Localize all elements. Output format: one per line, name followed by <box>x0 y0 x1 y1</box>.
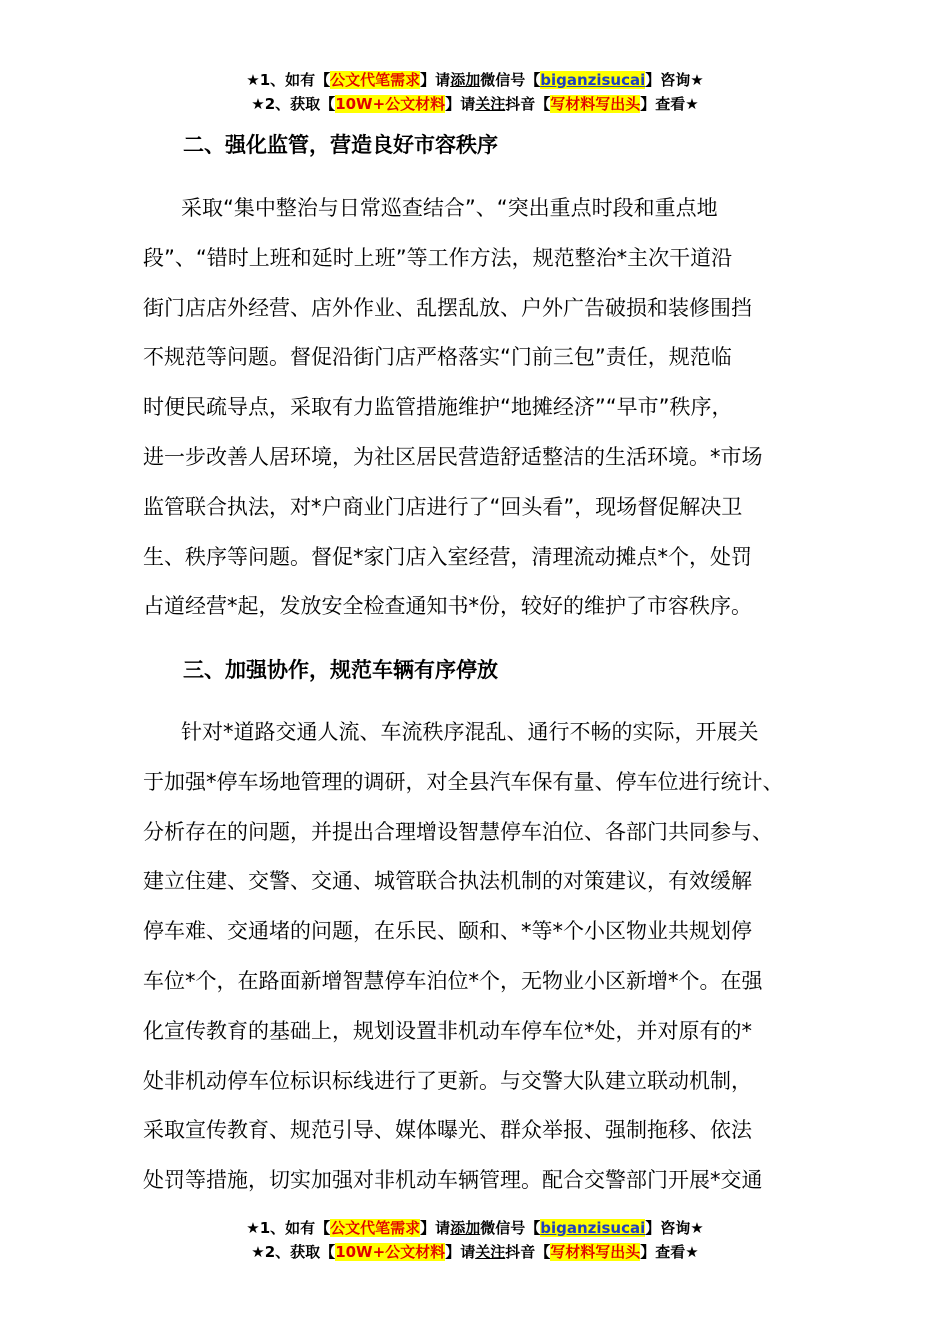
banner-highlight: 写材料写出头 <box>550 95 641 113</box>
paragraph-line: 生、秩序等问题。督促*家门店入室经营，清理流动摊点*个，处罚 <box>143 544 752 569</box>
banner-text: 微信号【 <box>480 71 541 89</box>
top-banner <box>0 68 950 116</box>
banner-text: 】请 <box>420 1219 451 1237</box>
paragraph-line: 处非机动停车位标识标线进行了更新。与交警大队建立联动机制， <box>143 1068 752 1093</box>
banner-text: 关注 <box>475 95 506 113</box>
banner-text: 】咨询★ <box>645 71 704 89</box>
paragraph-line: 不规范等问题。督促沿街门店严格落实“门前三包”责任，规范临 <box>143 345 732 370</box>
banner-text: 】查看★ <box>640 95 699 113</box>
banner-line-2 <box>0 1240 950 1264</box>
paragraph-line: 进一步改善人居环境，为社区居民营造舒适整洁的生活环境。*市场 <box>143 444 763 469</box>
banner-text: 】查看★ <box>640 1243 699 1261</box>
paragraph-line: 处罚等措施，切实加强对非机动车辆管理。配合交警部门开展*交通 <box>143 1168 763 1193</box>
banner-text: ★1、如有【 <box>246 71 331 89</box>
paragraph-line: 分析存在的问题，并提出合理增设智慧停车泊位、各部门共同参与、 <box>143 819 773 844</box>
banner-text: 】请 <box>445 1243 476 1261</box>
banner-text: 】请 <box>445 95 476 113</box>
paragraph-line: 占道经营*起，发放安全检查通知书*份，较好的维护了市容秩序。 <box>143 594 752 619</box>
banner-text: 关注 <box>475 1243 506 1261</box>
section-heading-3: 三、加强协作，规范车辆有序停放 <box>183 658 498 682</box>
banner-text: ★1、如有【 <box>246 1219 331 1237</box>
section-2-paragraph <box>143 184 843 632</box>
banner-text: 】咨询★ <box>645 1219 704 1237</box>
banner-text: 】请 <box>420 71 451 89</box>
banner-text: ★2、获取【 <box>251 95 336 113</box>
banner-text: 添加 <box>450 71 481 89</box>
banner-highlight: 公文代笔需求 <box>330 71 421 89</box>
paragraph-line: 采取宣传教育、规范引导、媒体曝光、群众举报、强制拖移、依法 <box>143 1118 752 1143</box>
banner-line-2 <box>0 92 950 116</box>
paragraph-line: 车位*个，在路面新增智慧停车泊位*个，无物业小区新增*个。在强 <box>143 968 763 993</box>
banner-highlight: 10W+公文材料 <box>335 95 446 113</box>
banner-highlight: 写材料写出头 <box>550 1243 641 1261</box>
banner-text: 添加 <box>450 1219 481 1237</box>
paragraph-line: 停车难、交通堵的问题，在乐民、颐和、*等*个小区物业共规划停 <box>143 919 752 944</box>
wechat-id-link[interactable]: biganzisucai <box>540 1219 646 1237</box>
banner-highlight: 公文代笔需求 <box>330 1219 421 1237</box>
paragraph-line: 于加强*停车场地管理的调研，对全县汽车保有量、停车位进行统计、 <box>143 769 784 794</box>
banner-line-1 <box>0 68 950 92</box>
paragraph-line: 建立住建、交警、交通、城管联合执法机制的对策建议，有效缓解 <box>143 869 752 894</box>
paragraph-line: 监管联合执法，对*户商业门店进行了“回头看”，现场督促解决卫 <box>143 494 743 519</box>
banner-text: 抖音【 <box>505 1243 551 1261</box>
paragraph-line: 采取“集中整治与日常巡查结合”、“突出重点时段和重点地 <box>181 196 718 220</box>
paragraph-line: 时便民疏导点，采取有力监管措施维护“地摊经济”“早市”秩序， <box>143 395 733 420</box>
paragraph-line: 针对*道路交通人流、车流秩序混乱、通行不畅的实际，开展关 <box>181 720 759 744</box>
banner-text: 微信号【 <box>480 1219 541 1237</box>
section-heading-2: 二、强化监管，营造良好市容秩序 <box>183 133 498 157</box>
banner-text: 抖音【 <box>505 95 551 113</box>
paragraph-line: 化宣传教育的基础上，规划设置非机动车停车位*处，并对原有的* <box>143 1018 752 1043</box>
banner-line-1 <box>0 1216 950 1240</box>
paragraph-line: 段”、“错时上班和延时上班”等工作方法，规范整治*主次干道沿 <box>143 245 733 270</box>
banner-highlight: 10W+公文材料 <box>335 1243 446 1261</box>
bottom-banner <box>0 1216 950 1264</box>
paragraph-line: 街门店店外经营、店外作业、乱摆乱放、户外广告破损和装修围挡 <box>143 295 752 320</box>
section-3-paragraph <box>143 708 843 1206</box>
wechat-id-link[interactable]: biganzisucai <box>540 71 646 89</box>
banner-text: ★2、获取【 <box>251 1243 336 1261</box>
